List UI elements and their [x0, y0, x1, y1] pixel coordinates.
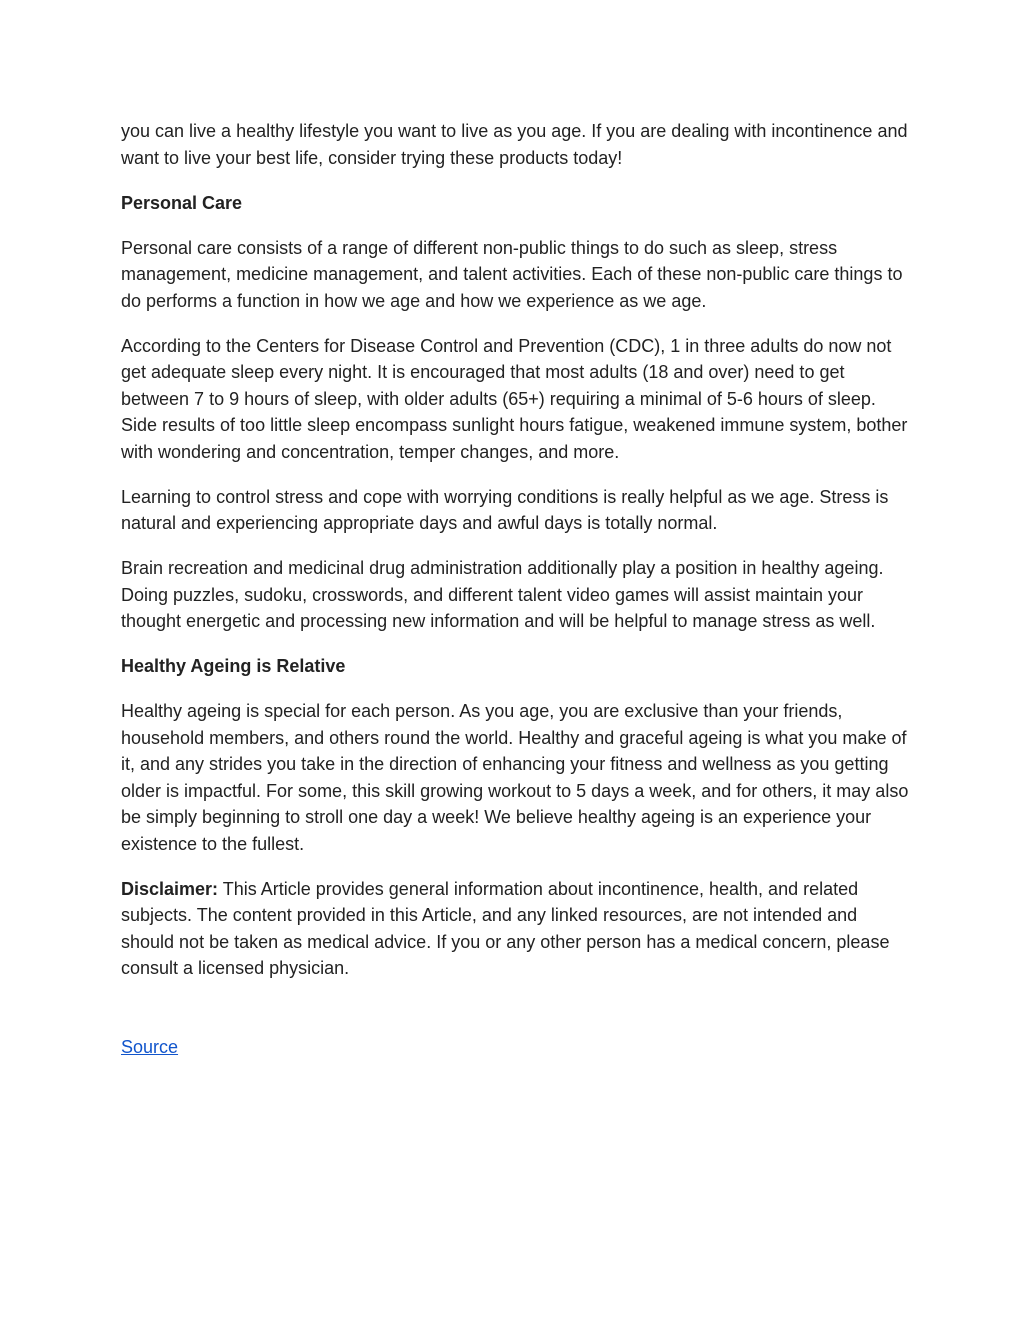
personal-care-paragraph-2: According to the Centers for Disease Control and Prevention (CDC), 1 in three adults do now not get adequate sleep every night. It is encouraged that most adults (18 and over) need to get between 7 to 9 hours of sleep, with older adults (65+) requiring a minimal of 5-6 hours of sleep. Side results of too little sleep encompass sunlight hours fatigue, weakened immune system, bother with wondering and concentration, temper changes, and more.	[121, 335, 908, 462]
personal-care-paragraph-4: Brain recreation and medicinal drug administration additionally play a position in healthy ageing. Doing puzzles, sudoku, crosswords, and different talent video games will assist maintain your thought energetic and processing new information and will be helpful to manage stress as well.	[121, 558, 884, 631]
source-container	[121, 1034, 911, 1061]
disclaimer-text: This Article provides general information about incontinence, health, and related subjects. The content provided in this Article, and any linked resources, are not intended and should not be taken as medical advice. If you or any other person has a medical concern, please consult a licensed physician.	[121, 878, 890, 978]
disclaimer-paragraph	[121, 876, 911, 982]
intro-paragraph: you can live a healthy lifestyle you want to live as you age. If you are dealing with incontinence and want to live your best life, consider trying these products today!	[121, 121, 908, 168]
source-link[interactable]: Source	[121, 1036, 179, 1057]
personal-care-paragraph-3: Learning to control stress and cope with worrying conditions is really helpful as we age. Stress is natural and experiencing appropriate days and awful days is totally normal.	[121, 486, 889, 533]
document-page	[121, 118, 911, 1060]
disclaimer-label: Disclaimer:	[121, 878, 219, 899]
personal-care-paragraph-1: Personal care consists of a range of different non-public things to do such as sleep, stress management, medicine management, and talent activities. Each of these non-public care things to do performs a function in how we age and how we experience as we age.	[121, 237, 903, 311]
personal-care-heading: Personal Care	[121, 192, 243, 213]
relative-heading: Healthy Ageing is Relative	[121, 656, 346, 676]
relative-paragraph-1: Healthy ageing is special for each person. As you age, you are exclusive than your friends, household members, and others round the world. Healthy and graceful ageing is what you make of it, and any strides you take in the direction of enhancing your fitness and wellness as you getting older is impactful. For some, this skill growing workout to 5 days a week, and for others, it may also be simply beginning to stroll one day a week! We believe healthy ageing is an experience your existence to the fullest.	[121, 701, 909, 854]
